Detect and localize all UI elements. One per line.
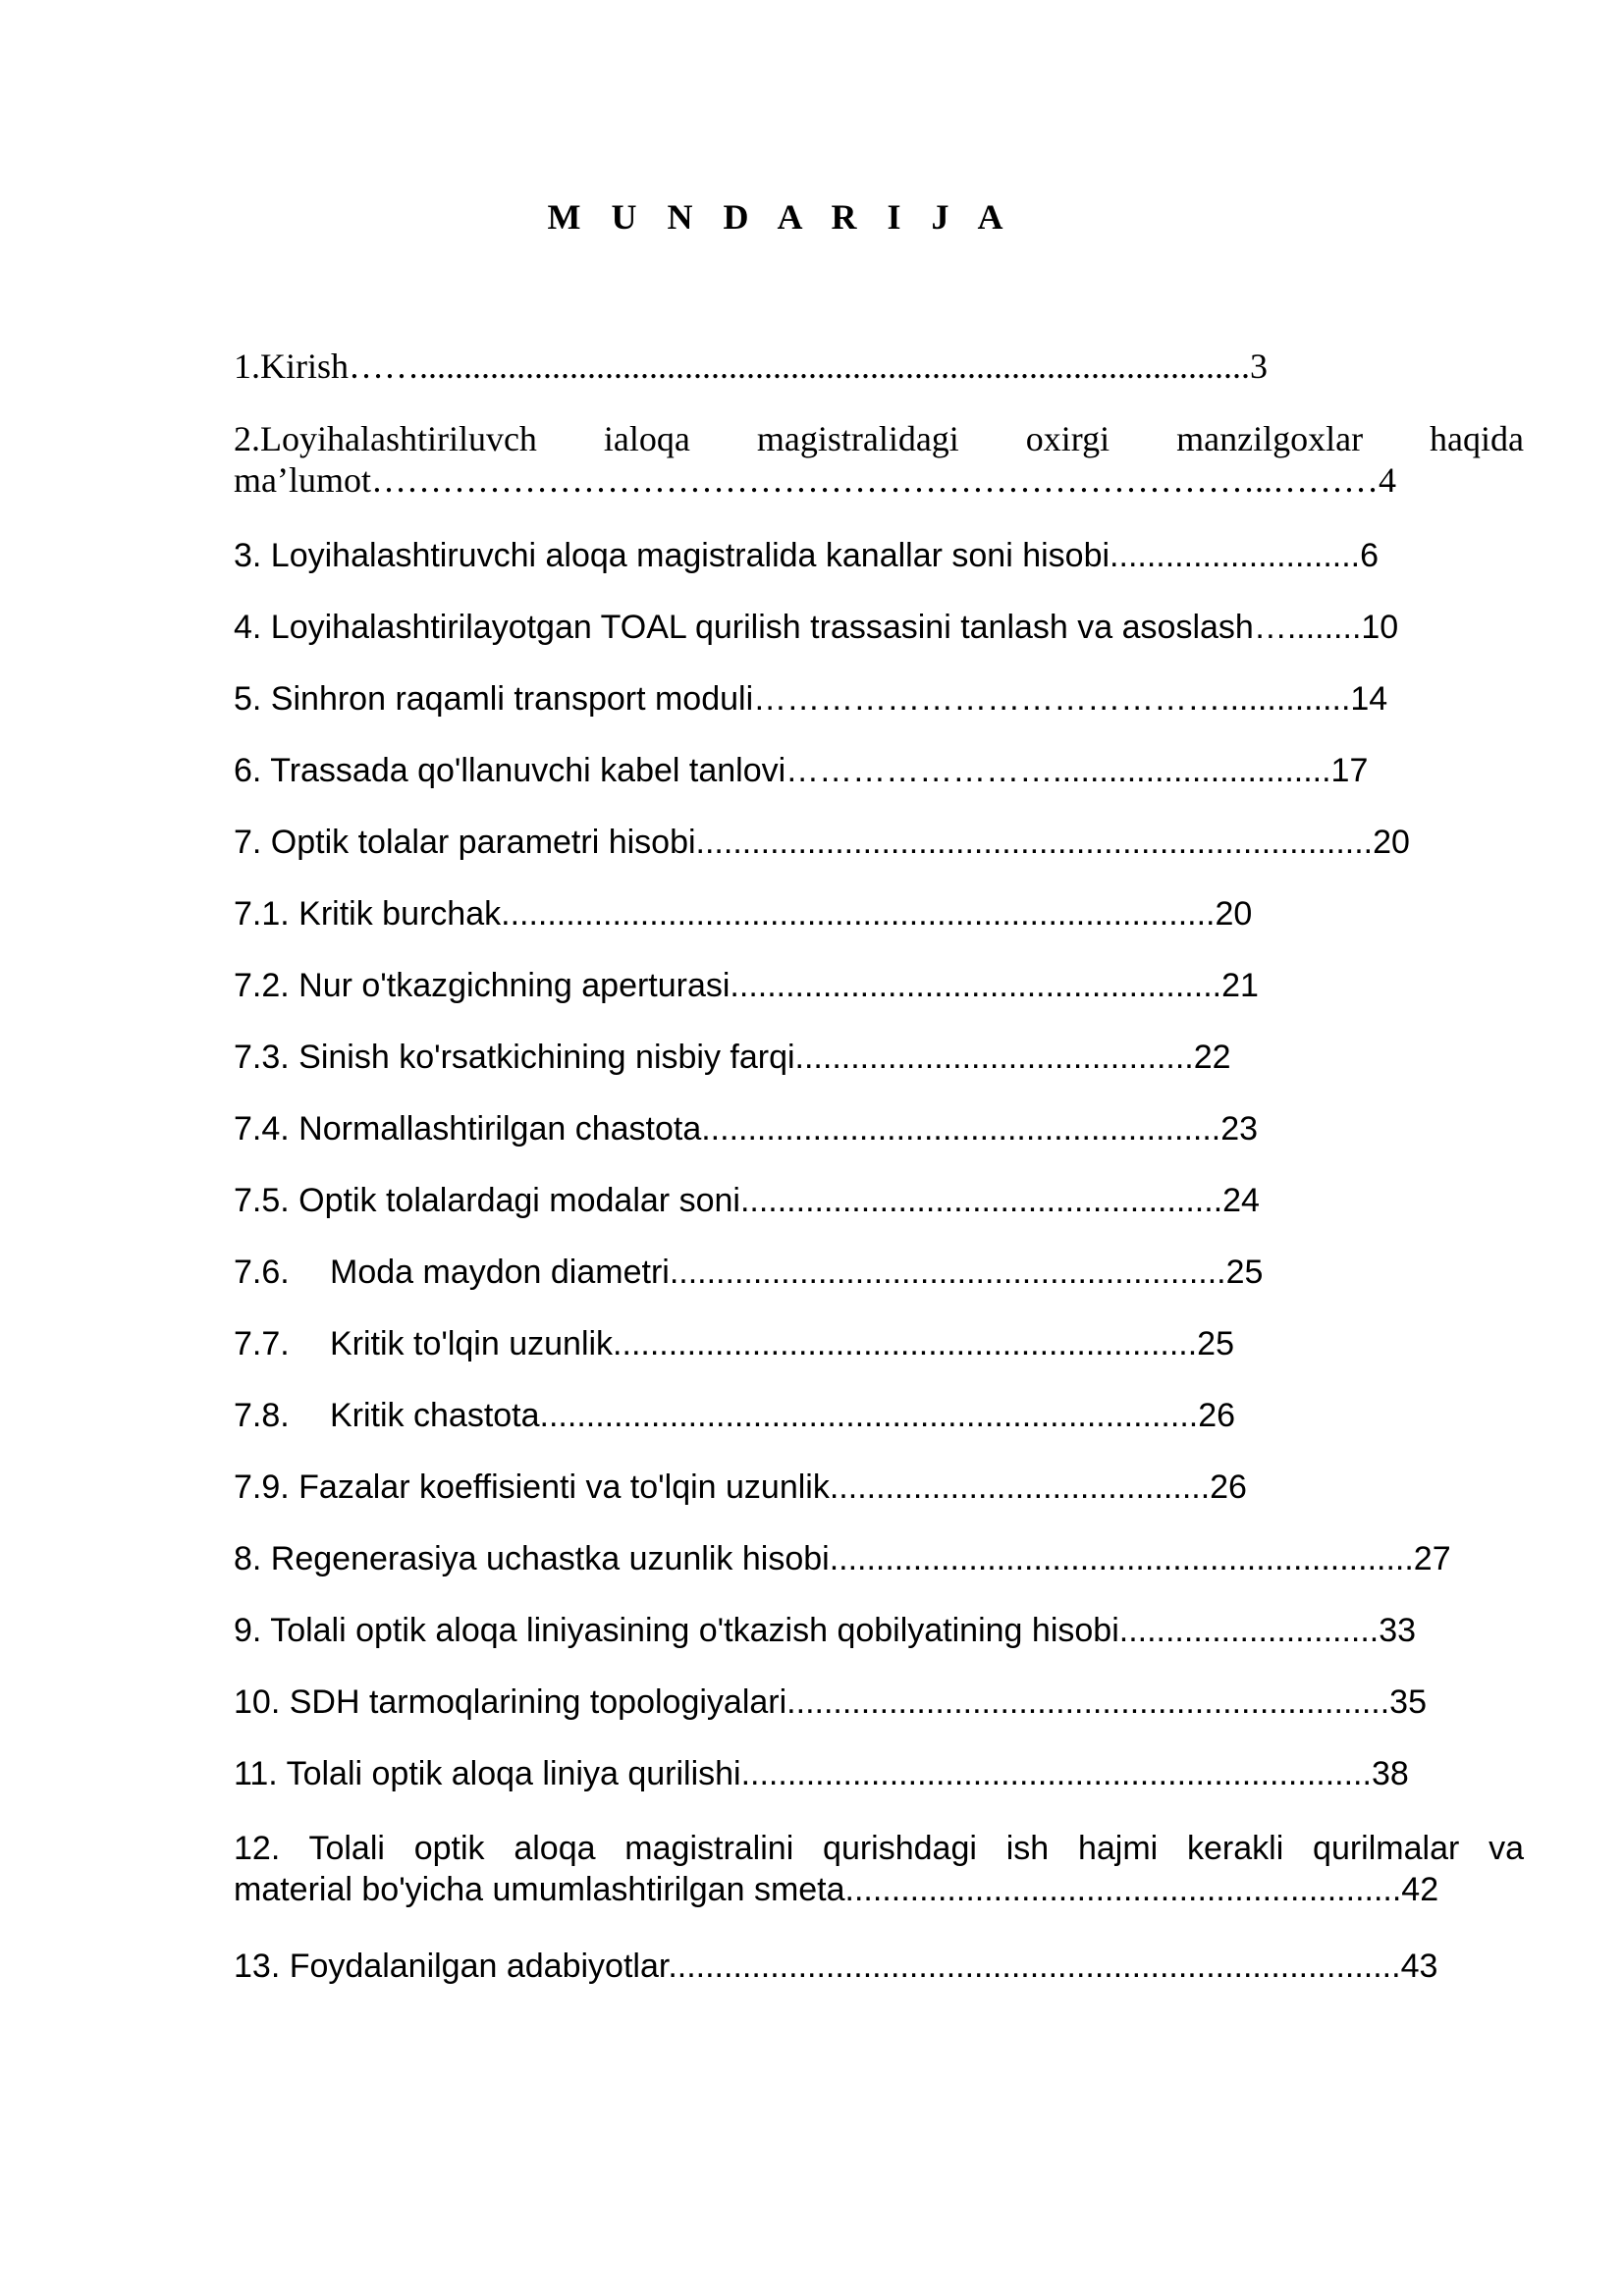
toc-entry-text: 7. Optik tolalar parametri hisobi.........................................................................20 bbox=[234, 824, 1410, 861]
toc-entry-text: 7.4. Normallashtirilgan chastota........................................................23 bbox=[234, 1110, 1259, 1148]
toc-entry bbox=[234, 418, 1524, 501]
toc-entry-text: Kritik chastota.......................................................................26 bbox=[330, 1397, 1236, 1434]
toc-entry-text: Moda maydon diametri............................................................25 bbox=[330, 1254, 1264, 1291]
toc-entry-text: 9. Tolali optik aloqa liniyasining o'tkazish qobilyatining hisobi............................33 bbox=[234, 1612, 1417, 1649]
toc-entry-text: 1.Kirish……..............................................................................................3 bbox=[234, 347, 1268, 386]
toc-entry-line: ma’lumot…………………………………………………………………..………4 bbox=[234, 460, 1396, 500]
toc-entry-line: 12. Tolali optik aloqa magistralini qurishdagi ish hajmi kerakli qurilmalar va bbox=[234, 1830, 1524, 1867]
toc-entry-text: 10. SDH tarmoqlarining topologiyalari.................................................................35 bbox=[234, 1683, 1428, 1721]
toc-entry-number: 7.8. bbox=[234, 1397, 290, 1434]
toc-entry-text: 8. Regenerasiya uchastka uzunlik hisobi...............................................................27 bbox=[234, 1540, 1451, 1577]
toc-entry-text: 7.9. Fazalar koeffisienti va to'lqin uzunlik.........................................26 bbox=[234, 1468, 1247, 1506]
toc-entry bbox=[234, 1682, 1427, 1723]
toc-entry-text: 7.5. Optik tolalardagi modalar soni....................................................24 bbox=[234, 1182, 1260, 1219]
toc-entry bbox=[234, 1252, 1263, 1293]
toc-entry bbox=[234, 1108, 1258, 1149]
toc-entry bbox=[234, 750, 1368, 791]
toc-entry bbox=[234, 1753, 1409, 1794]
toc-entry bbox=[234, 893, 1252, 934]
page-title: M U N D A R I J A bbox=[547, 197, 1014, 237]
toc-entry bbox=[234, 965, 1259, 1006]
toc-entry-text: 5. Sinhron raqamli transport moduli……………………………………..............14 bbox=[234, 680, 1388, 718]
toc-entry bbox=[234, 1946, 1437, 1987]
toc-entry-text: 7.2. Nur o'tkazgichning aperturasi.....................................................21 bbox=[234, 967, 1259, 1004]
toc-entry bbox=[234, 1323, 1234, 1364]
toc-entry-text: 3. Loyihalashtiruvchi aloqa magistralida kanallar soni hisobi...........................6 bbox=[234, 537, 1380, 574]
toc-entry bbox=[234, 535, 1379, 576]
toc-entry bbox=[234, 346, 1268, 387]
toc-entry-text: 4. Loyihalashtirilayotgan TOAL qurilish trassasini tanlash va asoslash…........10 bbox=[234, 609, 1399, 646]
toc-entry bbox=[234, 822, 1410, 863]
toc-entry bbox=[234, 1395, 1235, 1436]
toc-entry bbox=[234, 1610, 1416, 1651]
toc-entry bbox=[234, 1828, 1524, 1910]
toc-entry bbox=[234, 607, 1398, 648]
toc-entry bbox=[234, 678, 1387, 720]
toc-entry bbox=[234, 1538, 1451, 1579]
toc-entry-number: 7.6. bbox=[234, 1254, 290, 1291]
toc-entry bbox=[234, 1037, 1231, 1078]
toc-entry-text: 6. Trassada qo'llanuvchi kabel tanlovi……………………..............................17 bbox=[234, 752, 1369, 789]
toc-entry-line: 2.Loyihalashtiriluvch ialoqa magistralidagi oxirgi manzilgoxlar haqida bbox=[234, 419, 1524, 458]
toc-entry-text: 13. Foydalanilgan adabiyotlar...............................................................................43 bbox=[234, 1948, 1438, 1985]
toc-entry-line: material bo'yicha umumlashtirilgan smeta............................................................42 bbox=[234, 1871, 1439, 1908]
toc-entry bbox=[234, 1467, 1247, 1508]
toc-entry-number: 7.7. bbox=[234, 1325, 290, 1362]
toc-entry-text: 7.3. Sinish ko'rsatkichining nisbiy farqi...........................................22 bbox=[234, 1039, 1231, 1076]
toc-entry-text: 7.1. Kritik burchak.............................................................................20 bbox=[234, 895, 1253, 933]
toc-entry-text: Kritik to'lqin uzunlik...............................................................25 bbox=[330, 1325, 1234, 1362]
toc-entry bbox=[234, 1180, 1260, 1221]
toc-entry-text: 11. Tolali optik aloqa liniya qurilishi....................................................................38 bbox=[234, 1755, 1409, 1792]
